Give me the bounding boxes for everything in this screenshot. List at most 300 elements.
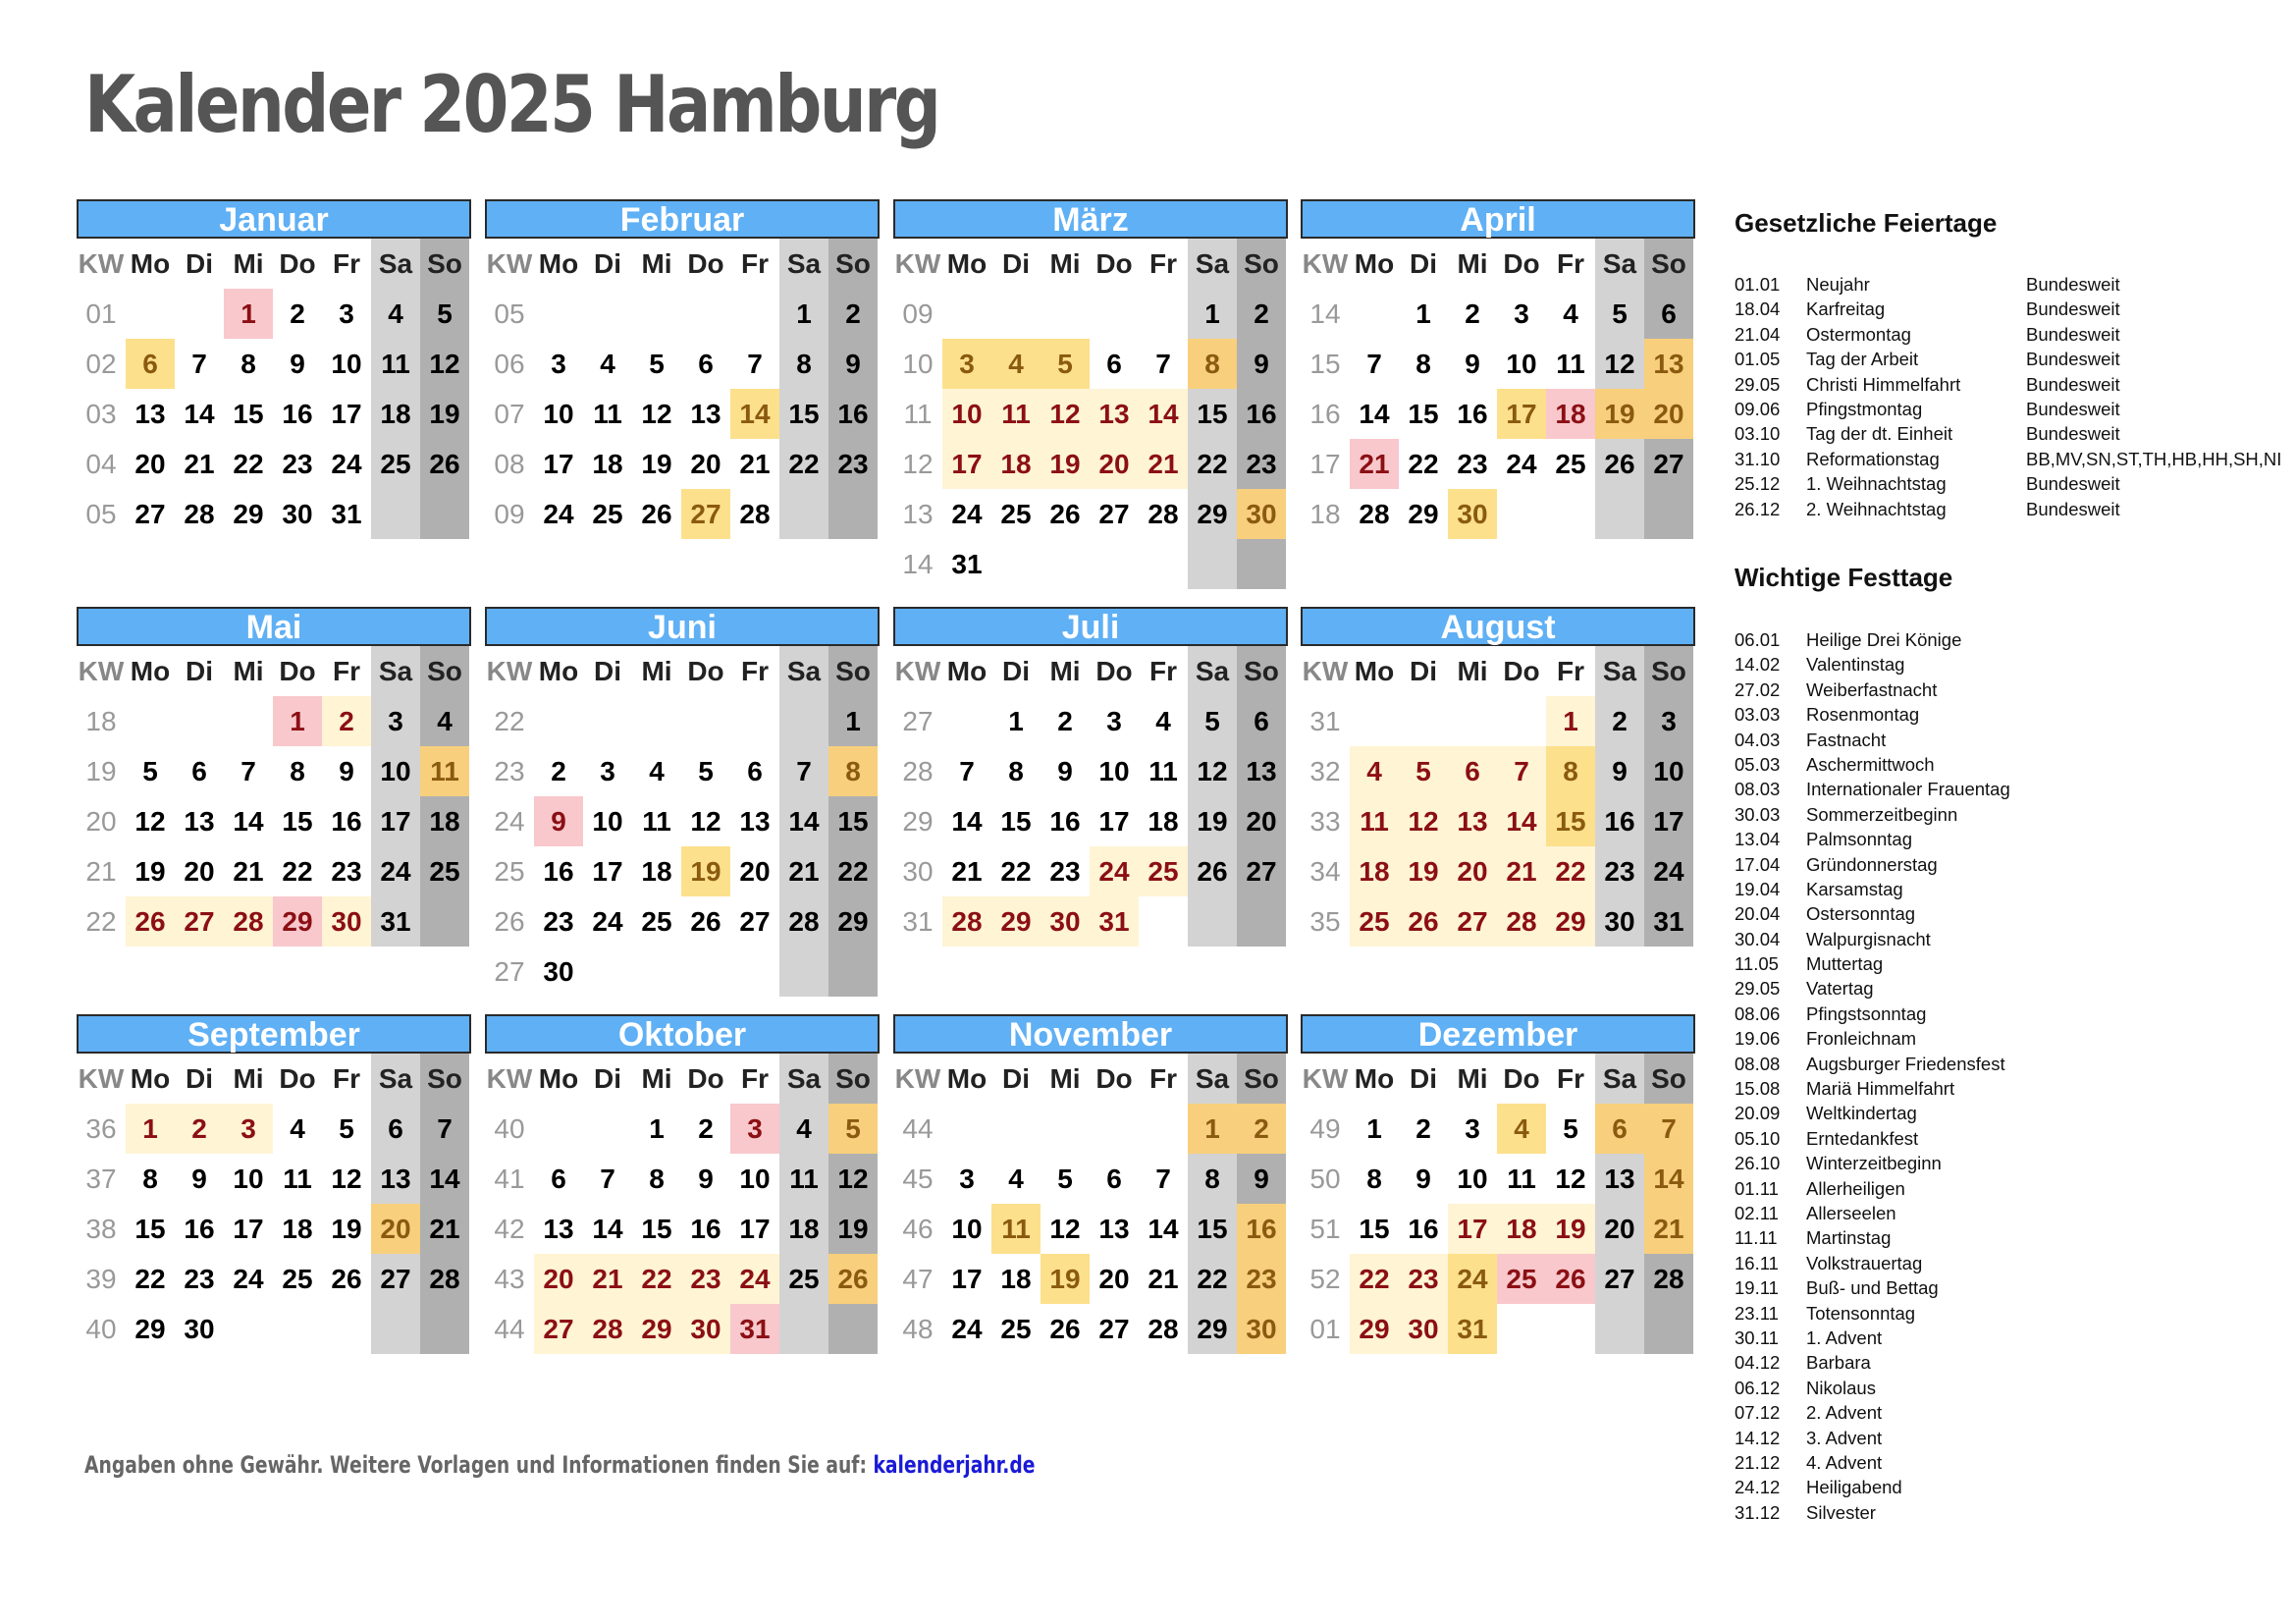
day-cell: 22 bbox=[233, 449, 264, 479]
week-number: 26 bbox=[494, 906, 525, 937]
day-cell: 3 bbox=[224, 1104, 273, 1154]
festday-row bbox=[1735, 1203, 2294, 1227]
month-name: Februar bbox=[485, 199, 880, 239]
holiday-row bbox=[1735, 473, 2294, 498]
day-cell: 25 bbox=[779, 1254, 828, 1304]
holiday-date: 03.10 bbox=[1735, 423, 1781, 445]
weekday-header: So bbox=[1237, 239, 1286, 289]
empty-day-cell bbox=[632, 947, 681, 997]
day-cell: 1 bbox=[649, 1113, 665, 1144]
day-cell: 16 bbox=[1595, 796, 1644, 846]
month-grid bbox=[893, 646, 1288, 947]
day-cell: 19 bbox=[1595, 389, 1644, 439]
weekday-header: Sa bbox=[1188, 1054, 1237, 1104]
weekday-header: Mo bbox=[1354, 1063, 1395, 1094]
day-cell: 11 bbox=[283, 1164, 312, 1194]
festday-date: 04.12 bbox=[1735, 1352, 1781, 1374]
festday-date: 27.02 bbox=[1735, 678, 1781, 700]
day-cell: 1 bbox=[1415, 298, 1431, 329]
empty-day-cell bbox=[224, 1304, 273, 1354]
week-number: 07 bbox=[494, 399, 525, 429]
week-number: 29 bbox=[902, 806, 934, 837]
weekday-header: Mi bbox=[1049, 248, 1081, 279]
week-number-header: KW bbox=[1302, 656, 1349, 686]
day-cell: 8 bbox=[240, 349, 256, 379]
festday-name: Augsburger Friedensfest bbox=[1806, 1053, 2005, 1074]
day-cell: 20 bbox=[1237, 796, 1286, 846]
holiday-region: Bundesweit bbox=[2026, 373, 2120, 395]
day-cell: 9 bbox=[290, 349, 305, 379]
day-cell: 30 bbox=[184, 1314, 215, 1344]
day-cell: 13 bbox=[1448, 796, 1497, 846]
day-cell: 19 bbox=[1188, 796, 1237, 846]
empty-day-cell bbox=[779, 696, 828, 746]
day-cell: 30 bbox=[1237, 1304, 1286, 1354]
day-cell: 25 bbox=[1350, 896, 1399, 947]
day-cell: 22 bbox=[134, 1264, 166, 1294]
empty-day-cell bbox=[322, 1304, 371, 1354]
festday-name: Sommerzeitbeginn bbox=[1806, 803, 1958, 825]
empty-day-cell bbox=[534, 696, 583, 746]
weekday-header: Di bbox=[186, 248, 213, 279]
day-cell: 13 bbox=[1644, 339, 1693, 389]
weekday-header: Di bbox=[594, 1063, 621, 1094]
empty-day-cell bbox=[991, 539, 1041, 589]
day-cell: 30 bbox=[681, 1304, 730, 1354]
day-cell: 3 bbox=[1644, 696, 1693, 746]
day-cell: 20 bbox=[1595, 1204, 1644, 1254]
day-cell: 31 bbox=[1448, 1304, 1497, 1354]
week-number: 27 bbox=[494, 956, 525, 987]
day-cell: 9 bbox=[1057, 756, 1073, 786]
day-cell: 22 bbox=[282, 856, 313, 887]
weekday-header: Do bbox=[1095, 1063, 1133, 1094]
day-cell: 12 bbox=[828, 1154, 878, 1204]
festday-name: Heiligabend bbox=[1806, 1477, 1902, 1498]
day-cell: 6 bbox=[191, 756, 207, 786]
holiday-name: Neujahr bbox=[1806, 274, 1870, 295]
day-cell: 8 bbox=[1546, 746, 1595, 796]
day-cell: 28 bbox=[1148, 1314, 1179, 1344]
holidays-heading: Gesetzliche Feiertage bbox=[1735, 208, 1998, 238]
empty-day-cell bbox=[534, 1104, 583, 1154]
week-number: 04 bbox=[85, 449, 117, 479]
empty-day-cell bbox=[1644, 489, 1693, 539]
day-cell: 19 bbox=[641, 449, 672, 479]
weekday-header: Do bbox=[687, 1063, 724, 1094]
festday-date: 13.04 bbox=[1735, 829, 1781, 850]
festday-name: Muttertag bbox=[1806, 953, 1884, 975]
festday-date: 14.02 bbox=[1735, 654, 1781, 676]
week-number: 22 bbox=[85, 906, 117, 937]
day-cell: 18 bbox=[1000, 1264, 1032, 1294]
empty-day-cell bbox=[681, 289, 730, 339]
day-cell: 5 bbox=[339, 1113, 354, 1144]
empty-day-cell bbox=[828, 947, 878, 997]
empty-day-cell bbox=[1350, 289, 1399, 339]
week-number-header: KW bbox=[78, 1063, 125, 1094]
day-cell: 14 bbox=[1497, 796, 1546, 846]
day-cell: 9 bbox=[698, 1164, 714, 1194]
day-cell: 14 bbox=[420, 1154, 469, 1204]
festday-date: 11.11 bbox=[1735, 1227, 1778, 1249]
festday-name: Fastnacht bbox=[1806, 729, 1887, 750]
day-cell: 17 bbox=[1448, 1204, 1497, 1254]
day-cell: 1 bbox=[1188, 1104, 1237, 1154]
festday-row bbox=[1735, 1078, 2294, 1103]
day-cell: 5 bbox=[649, 349, 665, 379]
weekday-header: Mo bbox=[1354, 248, 1395, 279]
day-cell: 12 bbox=[1555, 1164, 1586, 1194]
festday-name: Winterzeitbeginn bbox=[1806, 1153, 1942, 1174]
day-cell: 11 bbox=[779, 1154, 828, 1204]
day-cell: 26 bbox=[641, 499, 672, 529]
festday-row bbox=[1735, 754, 2294, 779]
day-cell: 30 bbox=[282, 499, 313, 529]
empty-day-cell bbox=[534, 289, 583, 339]
day-cell: 20 bbox=[690, 449, 721, 479]
month-name: November bbox=[893, 1014, 1288, 1054]
festday-date: 31.12 bbox=[1735, 1501, 1781, 1523]
festday-date: 15.08 bbox=[1735, 1078, 1781, 1100]
weekday-header: Mo bbox=[538, 1063, 579, 1094]
festday-name: 4. Advent bbox=[1806, 1451, 1883, 1473]
festday-name: Heilige Drei Könige bbox=[1806, 629, 1962, 650]
month-block bbox=[893, 199, 1288, 589]
festday-date: 16.11 bbox=[1735, 1252, 1779, 1273]
week-number-header: KW bbox=[78, 248, 125, 279]
footer-link[interactable]: kalenderjahr.de bbox=[873, 1451, 1036, 1479]
day-cell: 23 bbox=[1457, 449, 1488, 479]
weekday-header: So bbox=[828, 239, 878, 289]
day-cell: 21 bbox=[1497, 846, 1546, 896]
day-cell: 9 bbox=[1465, 349, 1480, 379]
month-name: Juli bbox=[893, 607, 1288, 646]
day-cell: 19 bbox=[1041, 439, 1090, 489]
month-block bbox=[1301, 199, 1695, 539]
day-cell: 20 bbox=[1448, 846, 1497, 896]
week-number: 46 bbox=[902, 1214, 934, 1244]
day-cell: 14 bbox=[233, 806, 264, 837]
day-cell: 9 bbox=[1595, 746, 1644, 796]
month-block bbox=[1301, 607, 1695, 947]
day-cell: 9 bbox=[1415, 1164, 1431, 1194]
holiday-name: 1. Weihnachtstag bbox=[1806, 473, 1947, 495]
empty-day-cell bbox=[420, 489, 469, 539]
day-cell: 6 bbox=[1595, 1104, 1644, 1154]
day-cell: 21 bbox=[739, 449, 771, 479]
festday-row bbox=[1735, 1128, 2294, 1153]
day-cell: 12 bbox=[1399, 796, 1448, 846]
day-cell: 13 bbox=[1595, 1154, 1644, 1204]
festday-name: Rosenmontag bbox=[1806, 704, 1920, 726]
holiday-region: Bundesweit bbox=[2026, 473, 2120, 495]
month-grid bbox=[77, 239, 471, 539]
weekday-header: Mi bbox=[233, 248, 264, 279]
week-number: 22 bbox=[494, 706, 525, 736]
day-cell: 10 bbox=[942, 389, 991, 439]
holiday-row bbox=[1735, 499, 2294, 523]
festday-date: 26.10 bbox=[1735, 1153, 1781, 1174]
day-cell: 6 bbox=[698, 349, 714, 379]
week-number: 10 bbox=[902, 349, 934, 379]
day-cell: 11 bbox=[1350, 796, 1399, 846]
empty-day-cell bbox=[1350, 696, 1399, 746]
weekday-header: Mo bbox=[130, 248, 171, 279]
empty-day-cell bbox=[1139, 289, 1188, 339]
day-cell: 12 bbox=[134, 806, 166, 837]
day-cell: 9 bbox=[828, 339, 878, 389]
day-cell: 7 bbox=[191, 349, 207, 379]
weekday-header: Mo bbox=[946, 656, 988, 686]
day-cell: 3 bbox=[1106, 706, 1122, 736]
day-cell: 14 bbox=[779, 796, 828, 846]
festday-row bbox=[1735, 804, 2294, 829]
day-cell: 2 bbox=[551, 756, 566, 786]
empty-day-cell bbox=[224, 696, 273, 746]
week-number: 49 bbox=[1309, 1113, 1341, 1144]
day-cell: 23 bbox=[331, 856, 362, 887]
day-cell: 6 bbox=[551, 1164, 566, 1194]
day-cell: 10 bbox=[1506, 349, 1537, 379]
festday-date: 17.04 bbox=[1735, 853, 1781, 875]
weekday-header: Sa bbox=[371, 646, 420, 696]
festday-name: 2. Advent bbox=[1806, 1402, 1883, 1424]
day-cell: 21 bbox=[233, 856, 264, 887]
week-number: 32 bbox=[1309, 756, 1341, 786]
festday-name: Nikolaus bbox=[1806, 1377, 1876, 1398]
day-cell: 28 bbox=[779, 896, 828, 947]
weekday-header: Mo bbox=[130, 656, 171, 686]
day-cell: 3 bbox=[959, 1164, 975, 1194]
festday-row bbox=[1735, 1327, 2294, 1352]
festday-name: Silvester bbox=[1806, 1501, 1876, 1523]
day-cell: 16 bbox=[690, 1214, 721, 1244]
month-grid bbox=[77, 1054, 471, 1354]
day-cell: 8 bbox=[1366, 1164, 1382, 1194]
day-cell: 1 bbox=[828, 696, 878, 746]
weekday-header: So bbox=[420, 1054, 469, 1104]
day-cell: 26 bbox=[828, 1254, 878, 1304]
day-cell: 18 bbox=[779, 1204, 828, 1254]
day-cell: 3 bbox=[551, 349, 566, 379]
festday-row bbox=[1735, 1277, 2294, 1302]
weekday-header: Mi bbox=[641, 1063, 672, 1094]
day-cell: 24 bbox=[592, 906, 623, 937]
day-cell: 27 bbox=[739, 906, 771, 937]
day-cell: 27 bbox=[134, 499, 166, 529]
day-cell: 17 bbox=[1098, 806, 1130, 837]
festday-name: Fronleichnam bbox=[1806, 1028, 1917, 1050]
day-cell: 2 bbox=[1465, 298, 1480, 329]
day-cell: 2 bbox=[1415, 1113, 1431, 1144]
month-name: April bbox=[1301, 199, 1695, 239]
day-cell: 4 bbox=[1008, 1164, 1024, 1194]
festday-row bbox=[1735, 829, 2294, 853]
festday-name: 3. Advent bbox=[1806, 1427, 1883, 1448]
day-cell: 7 bbox=[1644, 1104, 1693, 1154]
day-cell: 30 bbox=[322, 896, 371, 947]
day-cell: 25 bbox=[592, 499, 623, 529]
weekday-header: Di bbox=[1002, 1063, 1030, 1094]
month-name: Dezember bbox=[1301, 1014, 1695, 1054]
month-name: August bbox=[1301, 607, 1695, 646]
day-cell: 1 bbox=[1366, 1113, 1382, 1144]
day-cell: 25 bbox=[371, 439, 420, 489]
empty-day-cell bbox=[371, 489, 420, 539]
day-cell: 30 bbox=[1399, 1304, 1448, 1354]
weekday-header: Sa bbox=[1595, 1054, 1644, 1104]
festday-name: Valentinstag bbox=[1806, 654, 1905, 676]
day-cell: 8 bbox=[290, 756, 305, 786]
day-cell: 5 bbox=[142, 756, 158, 786]
day-cell: 7 bbox=[1497, 746, 1546, 796]
week-number: 16 bbox=[1309, 399, 1341, 429]
festday-name: Barbara bbox=[1806, 1352, 1871, 1374]
week-number: 02 bbox=[85, 349, 117, 379]
holiday-region: Bundesweit bbox=[2026, 398, 2120, 419]
day-cell: 11 bbox=[1148, 756, 1178, 786]
weekday-header: Mo bbox=[946, 248, 988, 279]
weekday-header: Fr bbox=[741, 1063, 769, 1094]
festday-row bbox=[1735, 978, 2294, 1002]
week-number: 15 bbox=[1309, 349, 1341, 379]
day-cell: 5 bbox=[1563, 1113, 1578, 1144]
week-number: 28 bbox=[902, 756, 934, 786]
weekday-header: Fr bbox=[1149, 1063, 1177, 1094]
day-cell: 6 bbox=[747, 756, 763, 786]
festday-date: 14.12 bbox=[1735, 1427, 1781, 1448]
festday-row bbox=[1735, 1028, 2294, 1053]
festday-date: 19.04 bbox=[1735, 878, 1781, 899]
day-cell: 18 bbox=[1497, 1204, 1546, 1254]
holiday-name: 2. Weihnachtstag bbox=[1806, 498, 1947, 519]
festday-name: Buß- und Bettag bbox=[1806, 1277, 1939, 1299]
day-cell: 5 bbox=[698, 756, 714, 786]
festday-row bbox=[1735, 1477, 2294, 1501]
week-number: 47 bbox=[902, 1264, 934, 1294]
weekday-header: Fr bbox=[1557, 248, 1584, 279]
day-cell: 8 bbox=[1415, 349, 1431, 379]
festday-row bbox=[1735, 929, 2294, 953]
day-cell: 23 bbox=[184, 1264, 215, 1294]
day-cell: 29 bbox=[273, 896, 322, 947]
weekday-header: Di bbox=[594, 656, 621, 686]
day-cell: 31 bbox=[371, 896, 420, 947]
day-cell: 10 bbox=[1644, 746, 1693, 796]
day-cell: 1 bbox=[224, 289, 273, 339]
month-grid bbox=[1301, 1054, 1695, 1354]
day-cell: 15 bbox=[282, 806, 313, 837]
day-cell: 25 bbox=[1000, 1314, 1032, 1344]
month-name: September bbox=[77, 1014, 471, 1054]
day-cell: 5 bbox=[828, 1104, 878, 1154]
day-cell: 21 bbox=[1148, 1264, 1179, 1294]
day-cell: 7 bbox=[1155, 1164, 1171, 1194]
weekday-header: Do bbox=[279, 248, 316, 279]
week-number: 45 bbox=[902, 1164, 934, 1194]
day-cell: 29 bbox=[828, 896, 878, 947]
month-block bbox=[485, 199, 880, 539]
festday-row bbox=[1735, 679, 2294, 704]
week-number-header: KW bbox=[486, 248, 533, 279]
day-cell: 13 bbox=[134, 399, 166, 429]
day-cell: 10 bbox=[233, 1164, 264, 1194]
month-grid bbox=[893, 239, 1288, 589]
month-block bbox=[1301, 1014, 1695, 1354]
day-cell: 18 bbox=[641, 856, 672, 887]
day-cell: 18 bbox=[1350, 846, 1399, 896]
weekday-header: So bbox=[1644, 646, 1693, 696]
weekday-header: Mi bbox=[1457, 1063, 1488, 1094]
empty-day-cell bbox=[1041, 289, 1090, 339]
day-cell: 11 bbox=[371, 339, 420, 389]
day-cell: 27 bbox=[1644, 439, 1693, 489]
day-cell: 9 bbox=[191, 1164, 207, 1194]
festday-name: Vatertag bbox=[1806, 978, 1874, 1000]
day-cell: 13 bbox=[1098, 1214, 1130, 1244]
day-cell: 10 bbox=[1457, 1164, 1488, 1194]
day-cell: 21 bbox=[1350, 439, 1399, 489]
day-cell: 19 bbox=[134, 856, 166, 887]
festdays-panel bbox=[1735, 563, 2294, 1527]
day-cell: 27 bbox=[1237, 846, 1286, 896]
day-cell: 11 bbox=[642, 806, 671, 837]
festday-name: Mariä Himmelfahrt bbox=[1806, 1078, 1955, 1100]
festday-name: Ostersonntag bbox=[1806, 903, 1916, 925]
page-title: Kalender 2025 Hamburg bbox=[84, 59, 939, 150]
festday-row bbox=[1735, 1428, 2294, 1452]
festday-row bbox=[1735, 779, 2294, 803]
week-number: 24 bbox=[494, 806, 525, 837]
week-number: 44 bbox=[902, 1113, 934, 1144]
day-cell: 29 bbox=[233, 499, 264, 529]
festday-row bbox=[1735, 704, 2294, 729]
day-cell: 3 bbox=[600, 756, 615, 786]
month-grid bbox=[893, 1054, 1288, 1354]
day-cell: 25 bbox=[641, 906, 672, 937]
day-cell: 23 bbox=[543, 906, 574, 937]
day-cell: 30 bbox=[1448, 489, 1497, 539]
day-cell: 21 bbox=[420, 1204, 469, 1254]
empty-day-cell bbox=[1090, 1104, 1139, 1154]
weekday-header: Mi bbox=[1049, 1063, 1081, 1094]
day-cell: 24 bbox=[1448, 1254, 1497, 1304]
day-cell: 27 bbox=[371, 1254, 420, 1304]
week-number: 01 bbox=[85, 298, 117, 329]
weekday-header: Sa bbox=[1595, 239, 1644, 289]
day-cell: 7 bbox=[240, 756, 256, 786]
day-cell: 16 bbox=[282, 399, 313, 429]
empty-day-cell bbox=[1139, 1104, 1188, 1154]
week-number: 44 bbox=[494, 1314, 525, 1344]
day-cell: 21 bbox=[1644, 1204, 1693, 1254]
day-cell: 14 bbox=[1139, 389, 1188, 439]
week-number: 01 bbox=[1309, 1314, 1341, 1344]
empty-day-cell bbox=[942, 289, 991, 339]
day-cell: 26 bbox=[1595, 439, 1644, 489]
day-cell: 16 bbox=[1457, 399, 1488, 429]
weekday-header: Di bbox=[1410, 656, 1437, 686]
weekday-header: Fr bbox=[333, 656, 360, 686]
day-cell: 23 bbox=[1595, 846, 1644, 896]
festday-row bbox=[1735, 1103, 2294, 1127]
holiday-name: Pfingstmontag bbox=[1806, 398, 1923, 419]
weekday-header: Sa bbox=[1595, 646, 1644, 696]
festday-date: 04.03 bbox=[1735, 729, 1781, 750]
day-cell: 9 bbox=[534, 796, 583, 846]
day-cell: 20 bbox=[371, 1204, 420, 1254]
